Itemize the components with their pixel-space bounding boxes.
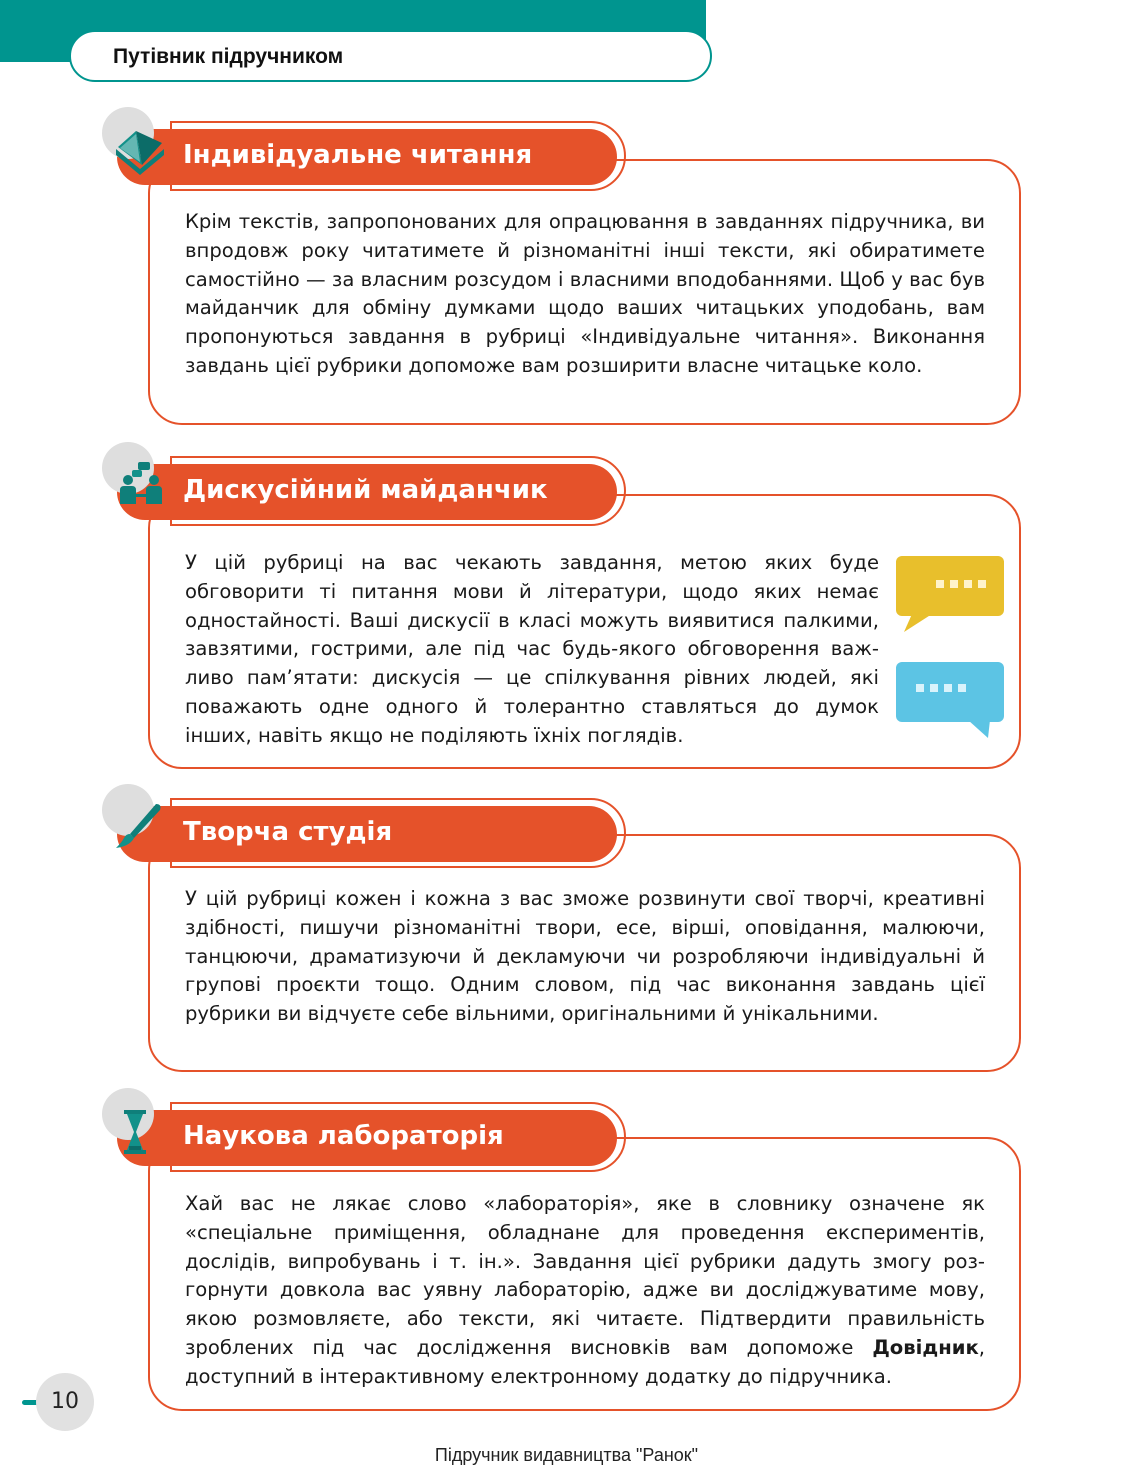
section-box — [148, 494, 1021, 769]
blue-chat-bubble-icon — [894, 660, 1006, 740]
paragraph-part: , доступний в інтерактивному електронному додатку до підручника. — [185, 1335, 985, 1388]
book-icon — [112, 125, 168, 177]
discussion-icon — [112, 460, 168, 512]
page-title: Путівник підручником — [113, 45, 344, 68]
page-number-badge — [36, 1373, 94, 1431]
section-paragraph: Крім текстів, запропонованих для опрацювання в завданнях підручника, ви впродовж року читатимете й різноманітні інші тексти, які обиратимете самостійно — за власним розсудом і власними вподобаннями. Щоб у вас був майданчик для обміну думками щодо ваших читацьких уподобань, вам пропонуються завдання в рубриці «Індивідуальне читання». Виконання завдань цієї рубрики допоможе вам розширити власне читацьке коло. — [185, 210, 985, 377]
section-paragraph: У цій рубриці кожен і кожна з вас зможе розвинути свої творчі, креативні здібності, пишучи різноманітні твори, есе, вірші, оповідання, малюючи, танцюючи, драматизуючи й декламуючи чи розробляючи індивідуальні й групові проєкти тощо. Одним словом, під час виконання завдань цієї рубрики ви відчуєте себе вільними, оригінальними й унікальними. — [185, 887, 985, 1026]
paintbrush-icon — [112, 802, 168, 854]
section-title: Індивідуальне читання — [183, 140, 533, 170]
section-title: Наукова лабораторія — [183, 1121, 504, 1151]
footer-publisher: Підручник видавництва "Ранок" — [434, 1445, 699, 1465]
hourglass-icon — [112, 1106, 168, 1158]
section-title-bar — [117, 806, 617, 862]
section-title-bar — [117, 1110, 617, 1166]
page-number: 10 — [51, 1389, 79, 1414]
section-box — [148, 834, 1021, 1072]
section-box — [148, 1137, 1021, 1411]
handbook-term: Довідник — [872, 1335, 979, 1359]
section-title: Дискусійний майданчик — [183, 475, 548, 505]
section-title: Творча студія — [183, 817, 393, 847]
section-paragraph — [185, 1190, 985, 1392]
section-paragraph: У цій рубриці на вас чекають завдання, метою яких буде обговорити ті питання мови й літератури, щодо яких немає одностайності. Ваші дискусії в класі можуть виявитися палкими, завзятими, гострими, але під час будь-якого обговорення важливо пам’ятати: дискусія — це спілкування рівних людей, які поважають одне одного й толерантно ставляться до думок інших, навіть якщо не поділяють їхніх поглядів. — [185, 551, 879, 747]
yellow-chat-bubble-icon — [894, 554, 1006, 634]
section-title-bar — [117, 129, 617, 185]
header-pill — [69, 30, 712, 82]
paragraph-part: Хай вас не лякає слово «лабораторія», яке в словнику означене як «спеціальне приміщення, обладнане для проведення експериментів, дослідів, випробувань і т. ін.». Завдання цієї рубрики дадуть змогу розгорнути довкола вас уявну лабораторію, адже ви досліджуватиме мову, якою розмовляєте, або тексти, які читаєте. Підтвердити правильність зроблених під час дослідження висновків вам допоможе — [185, 1192, 985, 1359]
section-title-bar — [117, 464, 617, 520]
section-box — [148, 159, 1021, 425]
